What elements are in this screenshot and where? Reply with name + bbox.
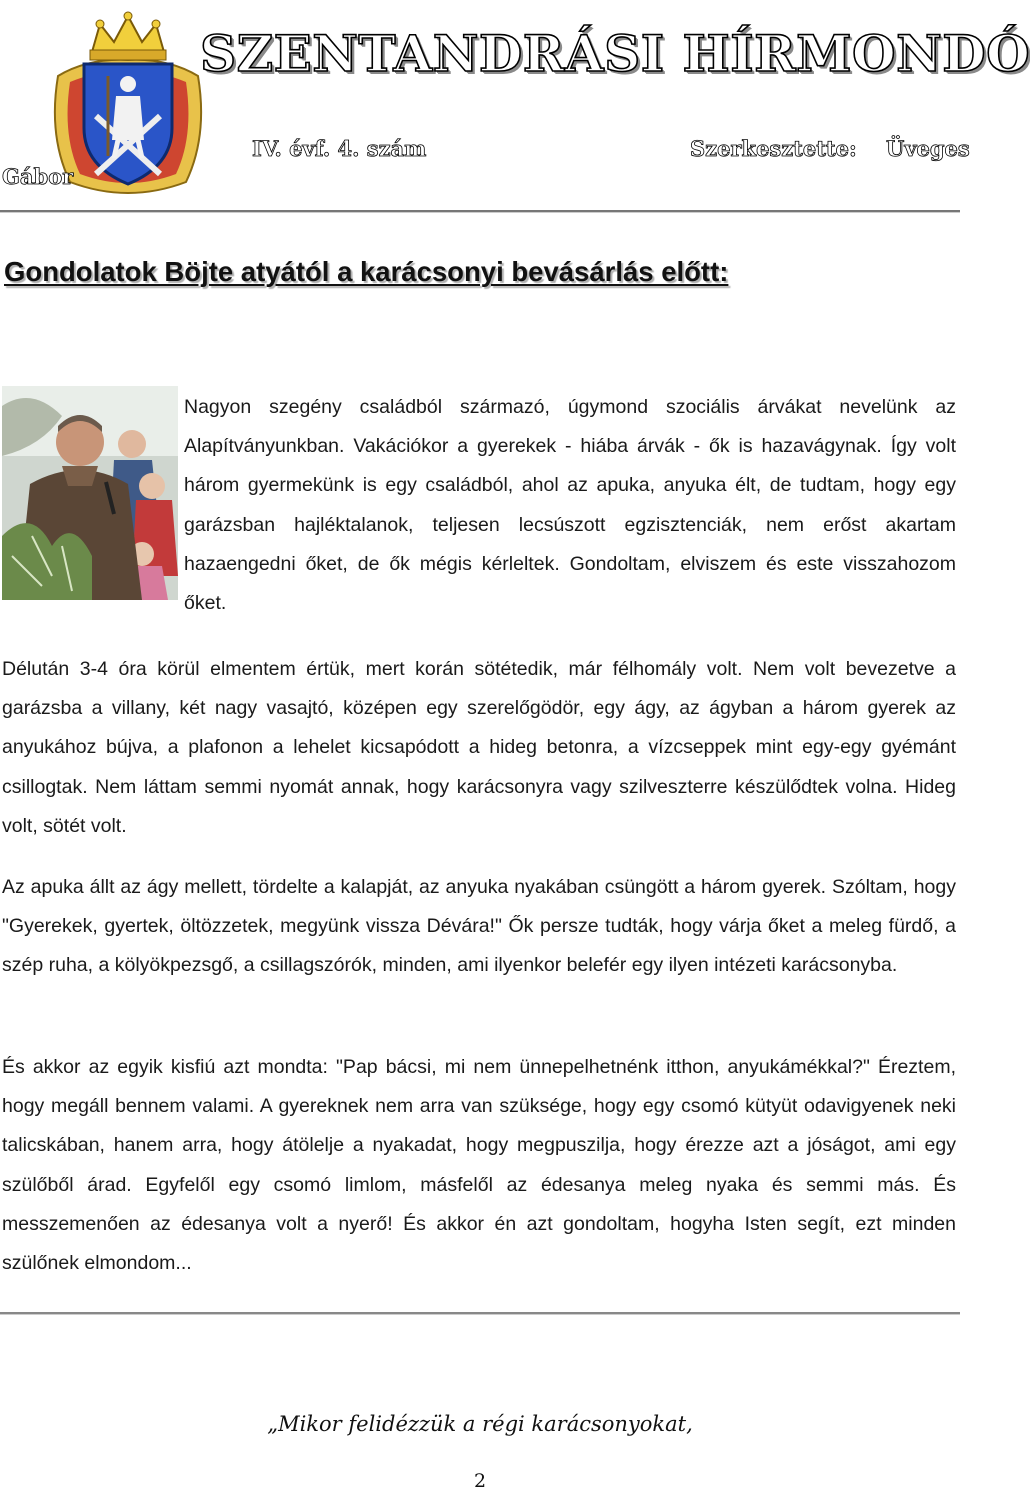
masthead-divider	[0, 210, 960, 213]
next-article-teaser: „Mikor felidézzük a régi karácsonyokat,	[267, 1412, 693, 1436]
article-paragraph: Nagyon szegény családból származó, úgymond szociális árvákat nevelünk az Alapítványunkban. Vakációkor a gyerekek - hiába árvák - ők is hazavágynak. Így volt három gyermekünk is egy családból, ahol az apuka, anyuka élt, de tudtam, hogy egy garázsban hajléktalanok, teljesen lecsúszott egzisztenciák, nem erőst akartam hazaengedni őket, de ők mégis kérleltek. Gondoltam, elviszem és este visszahozom őket.	[184, 396, 956, 615]
article-end-divider	[0, 1312, 960, 1315]
editor-label: Szerkesztette:	[690, 136, 857, 161]
article-photo	[2, 386, 178, 600]
article-paragraph: És akkor az egyik kisfiú azt mondta: "Pap bácsi, mi nem ünnepelhetnénk itthon, anyukámékkal?" Éreztem, hogy megáll bennem valami. A gyereknek nem arra van szüksége, hogy egy csomó kütyüt odavigyenek neki talicskában, hanem arra, hogy átölelje a nyakadat, hogy megpuszilja, hogy érezze azt a jóságot, ami egy szülőből árad. Egyfelől egy csomó limlom, másfelől az édesanya meleg nyaka és semmi más. És messzemenően az édesanya volt a nyerő! És akkor én azt gondoltam, hogyha Isten segít, ezt minden szülőnek elmondom...	[2, 1056, 956, 1275]
article-paragraph: Az apuka állt az ágy mellett, tördelte a kalapját, az anyuka nyakában csüngött a három gyerek. Szóltam, hogy "Gyerekek, gyertek, öltözzetek, megyünk vissza Dévára!" Ők persze tudták, hogy várja őket a meleg fürdő, a szép ruha, a kölyökpezsgő, a csillagszórók, minden, ami ilyenkor belefér egy ilyen intézeti karácsonyba.	[2, 876, 956, 977]
article-paragraph: Délután 3-4 óra körül elmentem értük, mert korán sötétedik, már félhomály volt. Nem volt bevezetve a garázsba a villany, két nagy vasajtó, középen egy szerelőgödör, egy ágy, az ágyban a három gyerek az anyukához bújva, a plafonon a lehelet kicsapódott a hideg betonra, a vízcseppek mint egy-egy gyémánt csillogtak. Nem láttam semmi nyomát annak, hogy karácsonyra vagy szilveszterre készülődtek volna. Hideg volt, sötét volt.	[2, 658, 956, 837]
article-headline: Gondolatok Böjte atyától a karácsonyi bevásárlás előtt:	[4, 256, 729, 287]
page-number: 2	[473, 1470, 487, 1492]
editor-surname: Üveges	[886, 136, 970, 161]
issue-number: IV. évf. 4. szám	[252, 136, 427, 161]
editor-firstname: Gábor	[2, 164, 74, 189]
masthead-title: SZENTANDRÁSI HÍRMONDÓ	[200, 24, 1030, 83]
